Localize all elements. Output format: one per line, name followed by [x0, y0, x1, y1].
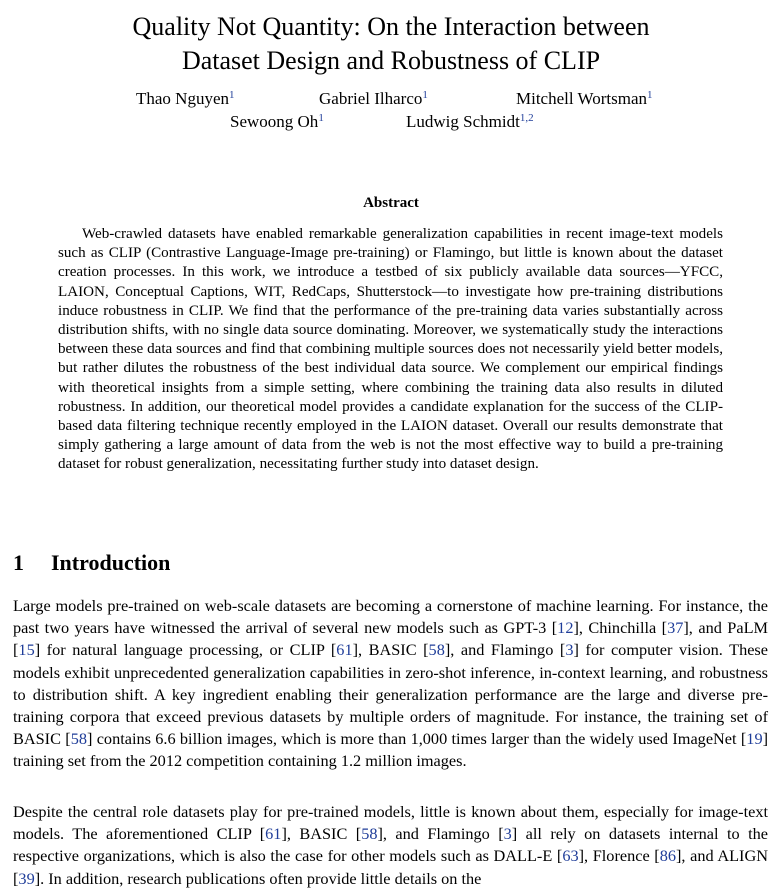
- authors-row-2: [0, 112, 782, 132]
- author-affiliation: 1,2: [519, 112, 534, 124]
- authors-row-1: [0, 89, 782, 109]
- citation-link[interactable]: 12: [557, 618, 574, 638]
- citation-link[interactable]: 58: [428, 640, 445, 660]
- citation-link[interactable]: 19: [746, 729, 763, 749]
- paper-title: [0, 10, 782, 78]
- author-affiliation: 1: [422, 89, 428, 101]
- abstract-heading: Abstract: [363, 195, 419, 211]
- author-affiliation: 1: [229, 89, 235, 101]
- author-name: Gabriel Ilharco$^1$: [319, 89, 428, 108]
- citation-link[interactable]: 86: [659, 846, 677, 866]
- author-affiliation: 1: [318, 112, 324, 124]
- intro-paragraph-1: Large models pre-trained on web-scale datasets are becoming a cornerstone of machine learning. For instance, the past two years have witnessed the arrival of several new models such as GPT-3 [12], Chinchilla [37], and PaLM [15] for natural language processing, or CLIP [61], BASIC [58], and Flamingo [3] for computer vision. These models exhibit unprecedented generalization capabilities in zero-shot inference, in-context learning, and robustness to distribution shift. A key ingredient enabling their generalization performance are the large and diverse pre-training corpora that exceed previous datasets by multiple orders of magnitude. For instance, the training set of BASIC [58] contains 6.6 billion images, which is more than 1,000 times larger than the widely used ImageNet [19] training set from the 2012 competition containing 1.2 million images.: [13, 596, 769, 771]
- abstract-text: Web-crawled datasets have enabled remarkable generalization capabilities in recent image-text models such as CLIP (Contrastive Language-Image pre-training) or Flamingo, but little is known about the dataset creation processes. In this work, we introduce a testbed of six publicly available data sources—YFCC, LAION, Conceptual Captions, WIT, RedCaps, Shutterstock—to investigate how pre-training distributions induce robustness in CLIP. We find that the performance of the pre-training data varies substantially across distribution shifts, with no single data source dominating. Moreover, we systematically study the interactions between these data sources and find that combining multiple sources does not necessarily yield better models, but rather dilutes the robustness of the best individual data source. We complement our empirical findings with theoretical insights from a simple setting, where combining the training data also results in diluted robustness. In addition, our theoretical model provides a candidate explanation for the success of the CLIP-based data filtering technique recently employed in the LAION dataset. Overall our results demonstrate that simply gathering a large amount of data from the web is not the most effective way to build a pre-training dataset for robust generalization, necessitating further study into dataset design.: [58, 226, 723, 473]
- section-number: 1: [13, 550, 24, 575]
- author-name: Sewoong Oh$^1$: [230, 112, 324, 131]
- intro-paragraph-2: Despite the central role datasets play for pre-trained models, little is known about them, especially for image-text models. The aforementioned CLIP [61], BASIC [58], and Flamingo [3] all rely on datasets internal to the respective organizations, which is also the case for other models such as DALL-E [63], Florence [86], and ALIGN [39]. In addition, research publications often provide little details on the: [13, 802, 769, 888]
- section-title: Introduction: [51, 550, 171, 575]
- author-name: Mitchell Wortsman$^1$: [516, 89, 653, 108]
- citation-link[interactable]: 61: [336, 640, 353, 660]
- title-line-2: Dataset Design and Robustness of CLIP: [181, 46, 601, 75]
- citation-link[interactable]: 61: [265, 824, 282, 844]
- section-heading: [13, 549, 170, 577]
- citation-link[interactable]: 15: [18, 640, 35, 660]
- author-name: Thao Nguyen$^1$: [136, 89, 235, 108]
- citation-link[interactable]: 39: [18, 868, 35, 888]
- citation-link[interactable]: 63: [562, 846, 579, 866]
- citation-link[interactable]: 58: [361, 824, 378, 844]
- author-affiliation: 1: [647, 89, 653, 101]
- citation-link[interactable]: 58: [70, 729, 87, 749]
- citation-link[interactable]: 3: [565, 640, 574, 660]
- title-line-1: Quality Not Quantity: On the Interaction between: [132, 12, 650, 41]
- citation-link[interactable]: 37: [667, 618, 684, 638]
- author-name: Ludwig Schmidt$^{1,2}$: [406, 112, 534, 131]
- citation-link[interactable]: 3: [503, 824, 512, 844]
